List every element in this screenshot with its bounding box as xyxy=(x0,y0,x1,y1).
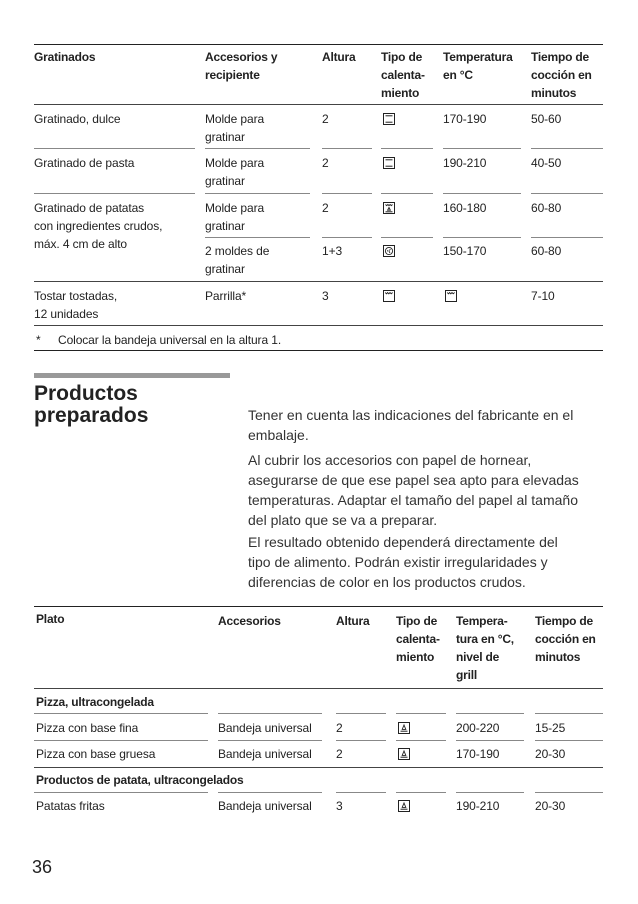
table-cell-acc: Molde para gratinar xyxy=(205,156,265,188)
table2-header-plato: Plato xyxy=(36,612,65,626)
table-cell-acc: Molde para gratinar xyxy=(205,201,265,233)
table-cell-altura: 3 xyxy=(322,289,329,303)
paragraph-1: Tener en cuenta las indicaciones del fabricante en el embalaje. xyxy=(248,407,574,443)
section-title: Productos preparados xyxy=(34,382,149,427)
table-cell-altura: 3 xyxy=(336,799,343,813)
table-cell-altura: 2 xyxy=(322,156,329,170)
table-row: Gratinado, dulce xyxy=(34,112,121,126)
table-row: Gratinado de pasta xyxy=(34,156,135,170)
footnote: Colocar la bandeja universal en la altura 1. xyxy=(58,333,282,347)
table-cell-altura: 2 xyxy=(336,747,343,761)
table2-header-altura: Altura xyxy=(336,614,370,628)
table-cell-temp: 190-210 xyxy=(443,156,487,170)
table1-header-tiempo: Tiempo de cocción en minutos xyxy=(531,50,592,100)
pizza-setting-icon xyxy=(398,722,410,734)
table-cell-temp: 200-220 xyxy=(456,721,500,735)
pizza-setting-icon xyxy=(398,800,410,812)
full-grill-icon xyxy=(383,290,395,302)
table-cell-acc: Molde para gratinar xyxy=(205,112,265,144)
table-cell-tiempo: 60-80 xyxy=(531,201,562,215)
table-cell-acc: Bandeja universal xyxy=(218,747,312,761)
table-cell-tiempo: 15-25 xyxy=(535,721,566,735)
table-cell-tiempo: 40-50 xyxy=(531,156,562,170)
pizza-setting-icon xyxy=(398,748,410,760)
table-cell-temp: 160-180 xyxy=(443,201,487,215)
group-title: Pizza, ultracongelada xyxy=(36,695,154,709)
fan-grill-icon xyxy=(383,202,395,214)
table2-header-tiempo: Tiempo de cocción en minutos xyxy=(535,614,596,664)
paragraph-3: El resultado obtenido dependerá directamente del tipo de alimento. Podrán existir irregularidades y diferencias de color en los productos crudos. xyxy=(248,534,558,590)
table1-header-altura: Altura xyxy=(322,50,356,64)
top-bottom-heat-icon xyxy=(383,113,395,125)
table-cell-tiempo: 50-60 xyxy=(531,112,562,126)
table1-header-accesorios: Accesorios y recipiente xyxy=(205,50,278,82)
table-cell-altura: 2 xyxy=(336,721,343,735)
section-bar xyxy=(34,373,230,378)
table2-header-temperatura: Tempera- tura en °C, nivel de grill xyxy=(456,614,514,682)
footnote-mark: * xyxy=(36,333,41,347)
table-cell-tiempo: 60-80 xyxy=(531,244,562,258)
full-grill-icon xyxy=(445,290,457,302)
table-row: Tostar tostadas, 12 unidades xyxy=(34,289,118,321)
table-cell-altura: 2 xyxy=(322,112,329,126)
table-cell-tiempo: 20-30 xyxy=(535,799,566,813)
table-row: Pizza con base gruesa xyxy=(36,747,156,761)
table-cell-temp: 150-170 xyxy=(443,244,487,258)
top-bottom-heat-icon xyxy=(383,157,395,169)
table-row: Gratinado de patatas con ingredientes crudos, máx. 4 cm de alto xyxy=(34,201,163,251)
table-cell-altura: 1+3 xyxy=(322,244,343,258)
table1-header-gratinados: Gratinados xyxy=(34,50,96,64)
table-cell-acc: Bandeja universal xyxy=(218,799,312,813)
table-cell-acc: Bandeja universal xyxy=(218,721,312,735)
paragraph-2: Al cubrir los accesorios con papel de hornear, asegurarse de que ese papel sea apto para elevadas temperaturas. Adaptar el tamaño del papel al tamaño del plato que se va a preparar. xyxy=(248,452,579,528)
table1-header-temperatura: Temperatura en °C xyxy=(443,50,513,82)
table-row: Patatas fritas xyxy=(36,799,105,813)
table-cell-tiempo: 20-30 xyxy=(535,747,566,761)
table-cell-temp: 170-190 xyxy=(443,112,487,126)
group-title: Productos de patata, ultracongelados xyxy=(36,773,244,787)
page-number: 36 xyxy=(32,857,53,877)
table-cell-acc: 2 moldes de gratinar xyxy=(205,244,270,276)
table-row: Pizza con base fina xyxy=(36,721,139,735)
table2-header-tipo: Tipo de calenta- miento xyxy=(396,614,440,664)
table-cell-temp: 190-210 xyxy=(456,799,500,813)
table-cell-acc: Parrilla* xyxy=(205,289,247,303)
table2-header-accesorios: Accesorios xyxy=(218,614,281,628)
table-cell-temp: 170-190 xyxy=(456,747,500,761)
table-cell-tiempo: 7-10 xyxy=(531,289,555,303)
hot-air-icon xyxy=(383,245,395,257)
table-cell-altura: 2 xyxy=(322,201,329,215)
table1-header-tipo: Tipo de calenta- miento xyxy=(381,50,425,100)
